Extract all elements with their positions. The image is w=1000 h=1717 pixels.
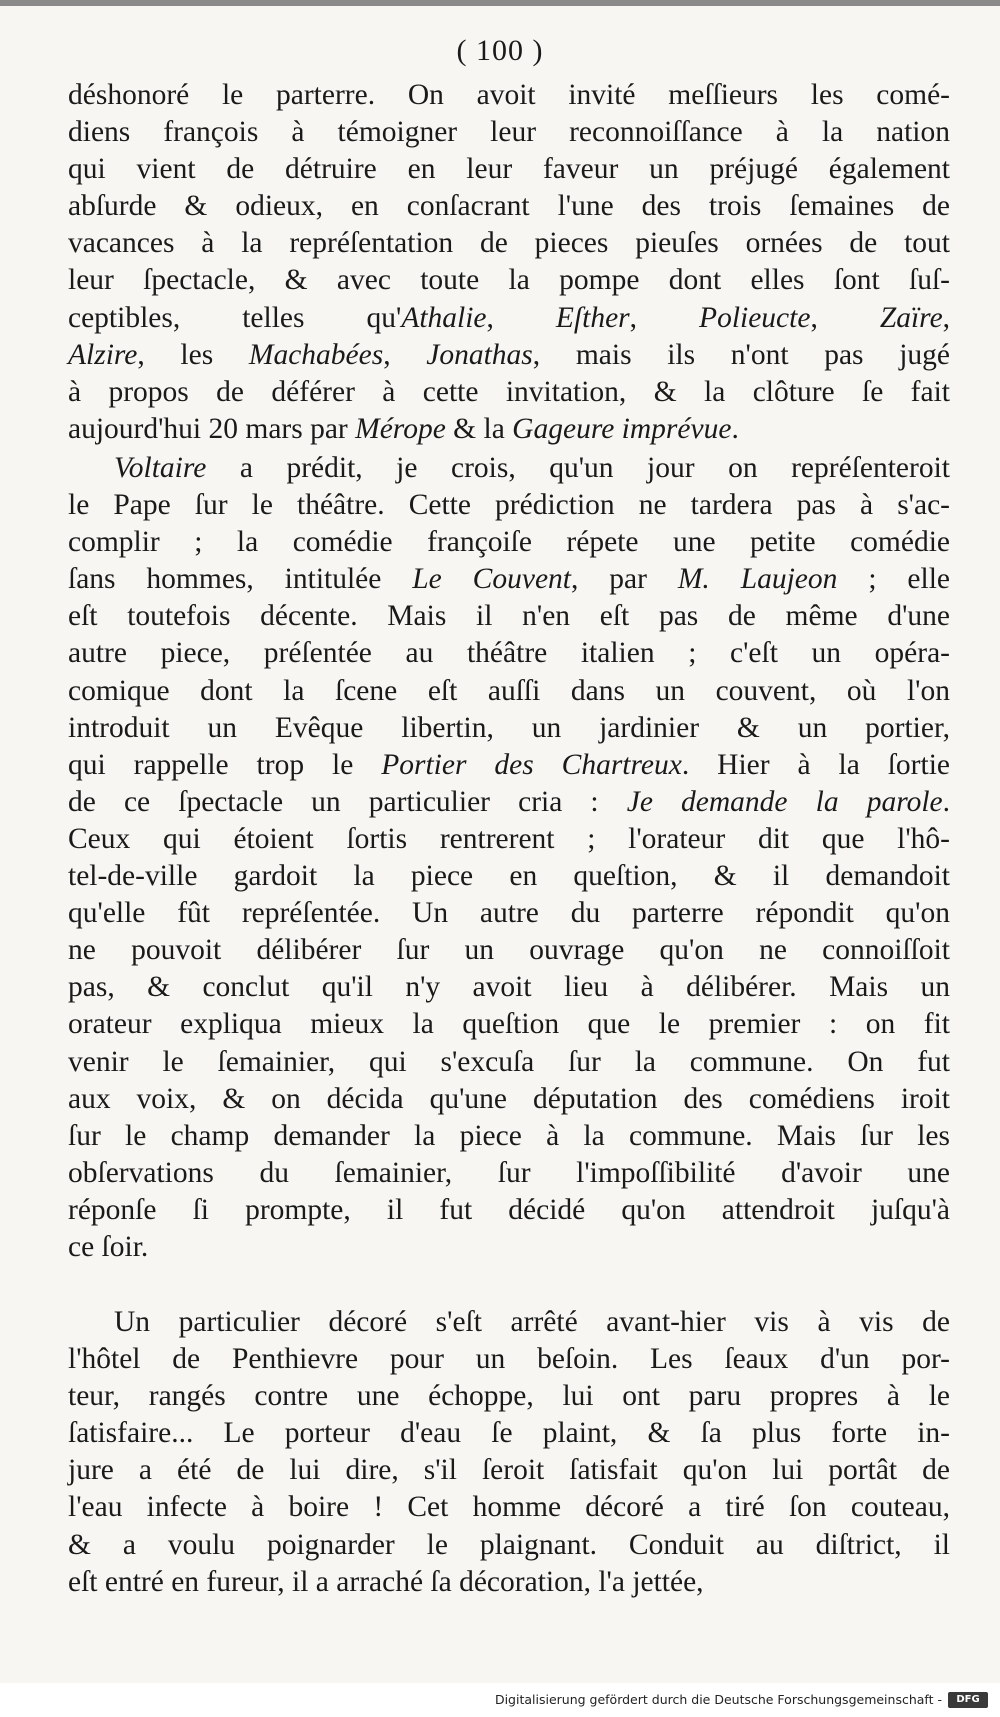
text-line: ſur le champ demander la piece à la commune. Mais ſur les xyxy=(68,1119,950,1152)
text-line: teur, rangés contre une échoppe, lui ont paru propres à le xyxy=(68,1380,950,1413)
text-line: aux voix, & on décida qu'une députation des comédiens iroit xyxy=(68,1082,950,1115)
text-line: venir le ſemainier, qui s'excuſa ſur la commune. On fut xyxy=(68,1045,950,1078)
text-line: tel-de-ville gardoit la piece en queſtion, & il demandoit xyxy=(68,860,950,893)
text-line: complir ; la comédie françoiſe répete une petite comédie xyxy=(68,526,950,559)
text-line: réponſe ſi prompte, il fut décidé qu'on attendroit juſqu'à xyxy=(68,1193,950,1226)
paragraph-decorated-man xyxy=(68,1304,950,1601)
text-line: vacances à la repréſentation de pieces pieuſes ornées de tout xyxy=(68,227,950,260)
paragraph-voltaire-prediction xyxy=(68,450,950,1266)
text-line: orateur expliqua mieux la queſtion que le premier : on fit xyxy=(68,1008,950,1041)
text-line: ſatisfaire... Le porteur d'eau ſe plaint, & ſa plus forte in- xyxy=(68,1417,950,1450)
page-number: ( 100 ) xyxy=(456,34,544,67)
text-line: & a voulu poignarder le plaignant. Conduit au diſtrict, il xyxy=(68,1528,950,1561)
text-line: aujourd'hui 20 mars par Mérope & la Gageure imprévue. xyxy=(68,412,739,445)
text-line: obſervations du ſemainier, ſur l'impoſſibilité d'avoir une xyxy=(68,1156,950,1189)
dfg-logo-icon: DFG xyxy=(948,1692,988,1708)
text-line: diens françois à témoigner leur reconnoiſſance à la nation xyxy=(68,116,950,149)
text-line: Alzire, les Machabées, Jonathas, mais ils n'ont pas jugé xyxy=(68,338,950,371)
text-line: ceptibles, telles qu'Athalie, Eſther, Polieucte, Zaïre, xyxy=(68,301,951,334)
text-line: eſt toutefois décente. Mais il n'en eſt pas de même d'une xyxy=(68,600,950,633)
text-line: abſurde & odieux, en conſacrant l'une des trois ſemaines de xyxy=(68,190,950,223)
text-line: leur ſpectacle, & avec toute la pompe dont elles ſont ſuſ- xyxy=(68,264,950,297)
text-line: à propos de déférer à cette invitation, & la clôture ſe fait xyxy=(68,375,950,408)
text-line: jure a été de lui dire, s'il ſeroit ſatisfait qu'on lui portât de xyxy=(68,1454,950,1487)
text-line: ſans hommes, intitulée Le Couvent, par M. Laujeon ; elle xyxy=(68,563,950,596)
text-line: Voltaire a prédit, je crois, qu'un jour on repréſenteroit xyxy=(114,452,950,484)
text-line: pas, & conclut qu'il n'y avoit lieu à délibérer. Mais un xyxy=(68,971,950,1004)
scan-top-border xyxy=(0,0,1000,6)
text-line: le Pape ſur le théâtre. Cette prédiction ne tardera pas à s'ac- xyxy=(68,489,950,522)
text-line: introduit un Evêque libertin, un jardinier & un portier, xyxy=(68,711,950,744)
text-line: l'hôtel de Penthievre pour un beſoin. Les ſeaux d'un por- xyxy=(68,1343,950,1376)
paragraph-theatre-closure xyxy=(68,77,950,448)
text-line: autre piece, préſentée au théâtre italien ; c'eſt un opéra- xyxy=(68,637,950,670)
text-line: qui rappelle trop le Portier des Chartreux. Hier à la ſortie xyxy=(68,748,950,781)
text-line: déshonoré le parterre. On avoit invité meſſieurs les comé- xyxy=(68,79,950,111)
digitization-credit: Digitalisierung gefördert durch die Deutsche Forschungsgemeinschaft - xyxy=(494,1692,942,1707)
section-separator xyxy=(300,1270,720,1271)
text-line: eſt entré en fureur, il a arraché ſa décoration, l'a jettée, xyxy=(68,1565,704,1598)
text-line: ce ſoir. xyxy=(68,1230,149,1263)
text-line: Un particulier décoré s'eſt arrêté avant-hier vis à vis de xyxy=(114,1306,950,1338)
text-line: qui vient de détruire en leur faveur un préjugé également xyxy=(68,153,950,186)
text-line: Ceux qui étoient ſortis rentrerent ; l'orateur dit que l'hô- xyxy=(68,822,950,855)
text-line: de ce ſpectacle un particulier cria : Je demande la parole. xyxy=(68,785,950,818)
text-line: l'eau infecte à boire ! Cet homme décoré a tiré ſon couteau, xyxy=(68,1491,950,1524)
footer-bar xyxy=(0,1683,1000,1717)
text-line: comique dont la ſcene eſt auſſi dans un couvent, où l'on xyxy=(68,674,950,707)
text-line: qu'elle fût repréſentée. Un autre du parterre répondit qu'on xyxy=(68,897,950,930)
text-line: ne pouvoit délibérer ſur un ouvrage qu'on ne connoiſſoit xyxy=(68,934,950,967)
